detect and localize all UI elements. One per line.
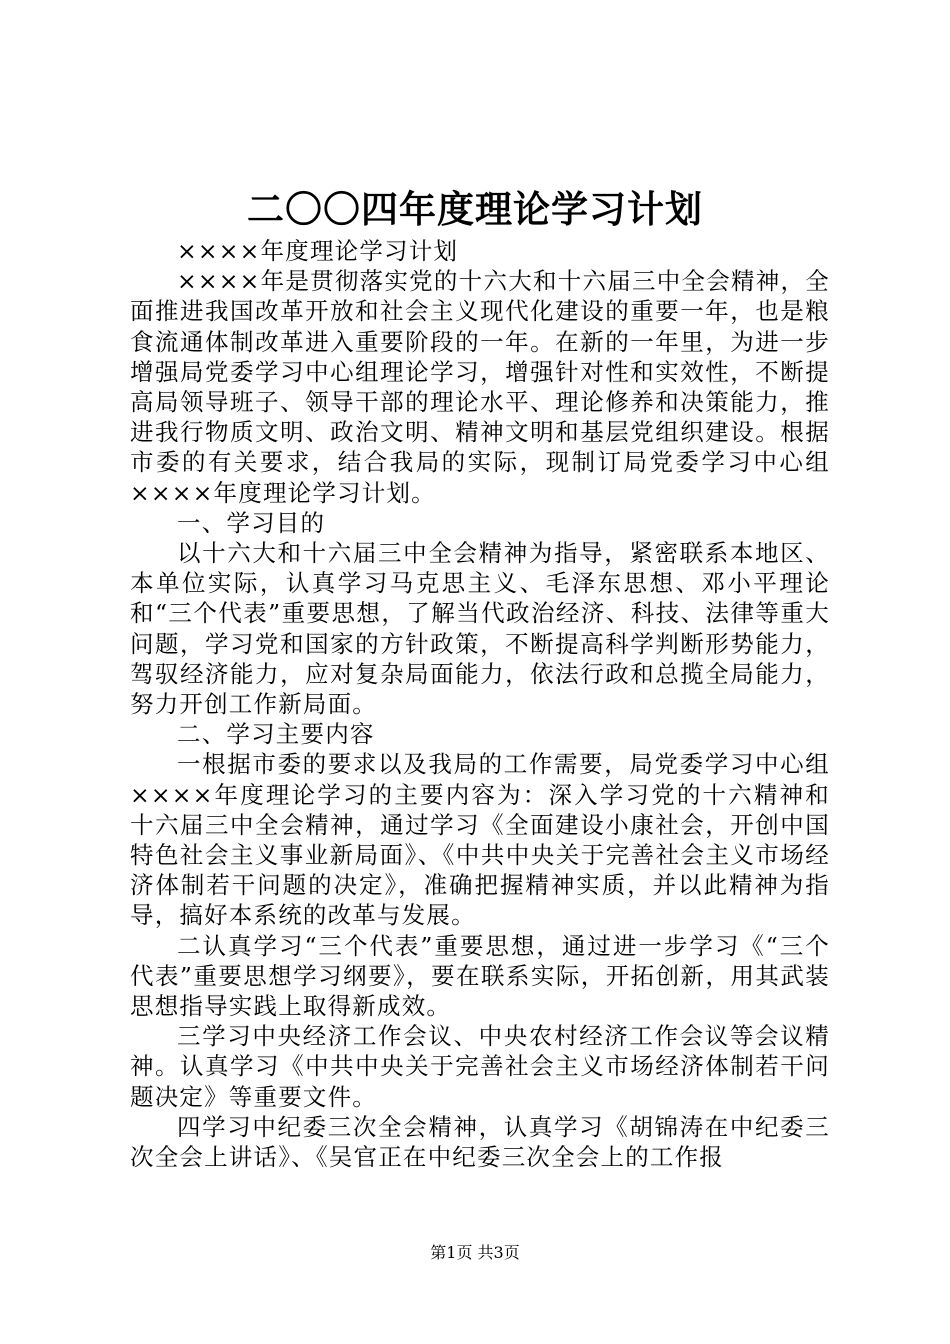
paragraph-item-2: 二认真学习“三个代表”重要思想，通过进一步学习《“三个代表”重要思想学习纲要》，要在联系实际，开拓创新，用其武装思想指导实践上取得新成效。 [130,931,830,1021]
paragraph-item-3: 三学习中央经济工作会议、中央农村经济工作会议等会议精神。认真学习《中共中央关于完善社会主义市场经济体制若干问题决定》等重要文件。 [130,1022,830,1111]
section-heading-content: 二、学习主要内容 [177,720,375,749]
page-number: 第1页 [430,1243,473,1262]
paragraph-purpose: 以十六大和十六届三中全会精神为指导，紧密联系本地区、本单位实际，认真学习马克思主义、毛泽东思想、邓小平理论和“三个代表”重要思想，了解当代政治经济、科技、法律等重大问题，学习党和国家的方针政策，不断提高科学判断形势能力，驾驭经济能力，应对复杂局面能力，依法行政和总揽全局能力，努力开创工作新局面。 [130,539,830,719]
paragraph-item-4: 四学习中纪委三次全会精神，认真学习《胡锦涛在中纪委三次全会上讲话》、《吴官正在中纪委三次全会上的工作报 [130,1112,830,1172]
section-heading-purpose: 一、学习目的 [177,508,326,537]
paragraph-subtitle: ××××年度理论学习计划 [177,237,459,265]
document-body [130,236,830,1172]
paragraph-item-1: 一根据市委的要求以及我局的工作需要，局党委学习中心组××××年度理论学习的主要内容为：深入学习党的十六精神和十六届三中全会精神，通过学习《全面建设小康社会，开创中国特色社会主义事业新局面》、《中共中央关于完善社会主义市场经济体制若干问题的决定》，准确把握精神实质，并以此精神为指导，搞好本系统的改革与发展。 [130,750,830,930]
page-footer [0,1243,950,1263]
page-total: 共3页 [477,1243,520,1262]
document-title: 二〇〇四年度理论学习计划 [247,187,703,231]
paragraph-intro: ××××年是贯彻落实党的十六大和十六届三中全会精神，全面推进我国改革开放和社会主义现代化建设的重要一年，也是粮食流通体制改革进入重要阶段的一年。在新的一年里，为进一步增强局党委学习中心组理论学习，增强针对性和实效性，不断提高局领导班子、领导干部的理论水平、理论修养和决策能力，推进我行物质文明、政治文明、精神文明和基层党组织建设。根据市委的有关要求，结合我局的实际，现制订局党委学习中心组××××年度理论学习计划。 [130,267,830,507]
